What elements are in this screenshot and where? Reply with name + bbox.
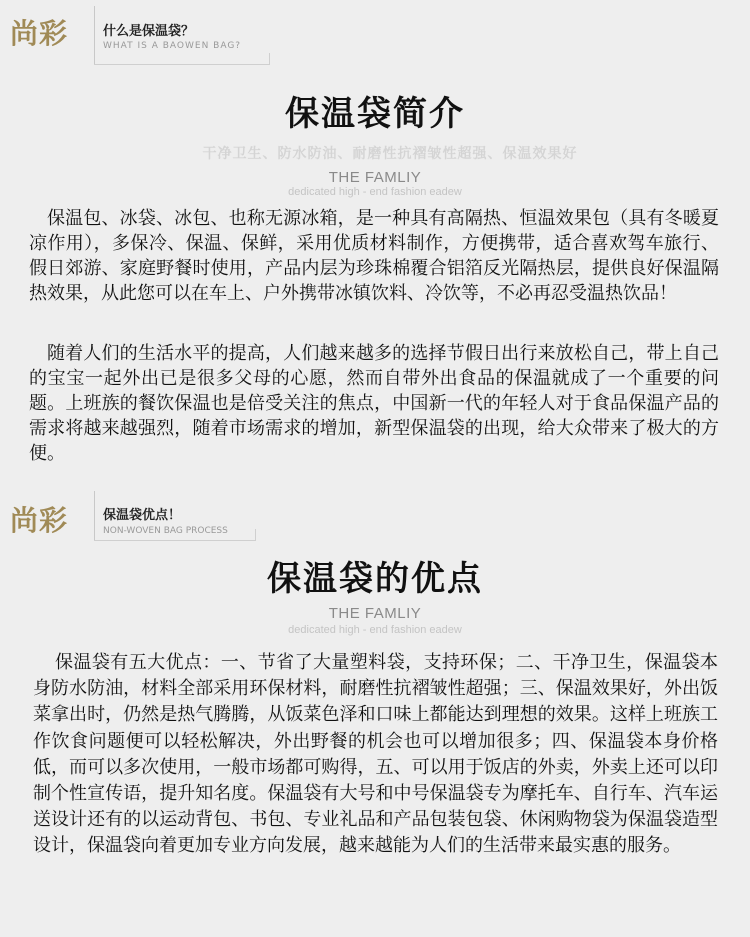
section-tagline: 干净卫生、防水防油、耐磨性抗褶皱性超强、保温效果好	[202, 146, 578, 162]
famliy-text: THE FAMLIY	[328, 605, 422, 622]
intro-paragraph: 保温包、冰袋、冰包、也称无源冰箱，是一种具有高隔热、恒温效果包（具有冬暖夏凉作用），多保冷、保温、保鲜，采用优质材料制作，方便携带，适合喜欢驾车旅行、假日郊游、家庭野餐时使用，产品内层为珍珠棉覆合铝箔反光隔热层，提供良好保温隔热效果，从此您可以在车上、户外携带冰镇饮料、冷饮等，不必再忍受温热饮品！	[29, 208, 719, 304]
advantages-paragraph: 保温袋有五大优点：一、节省了大量塑料袋，支持环保；二、干净卫生，保温袋本身防水防油，材料全部采用环保材料，耐磨性抗褶皱性超强；三、保温效果好，外出饭菜拿出时，仍然是热气腾腾，从饭菜色泽和口味上都能达到理想的效果。这样上班族工作饮食问题便可以轻松解决，外出野餐的机会也可以增加很多；四、保温袋本身价格低，而可以多次使用，一般市场都可购得，五、可以用于饭店的外卖，外卖上还可以印制个性宣传语，提升知名度。保温袋有大号和中号保温袋专为摩托车、自行车、汽车运送设计还有的以运动背包、书包、专业礼品和产品包装包袋、休闲购物袋为保温袋造型设计，保温袋向着更加专业方向发展，越来越能为人们的生活带来最实惠的服务。	[33, 652, 718, 857]
header-underline-tick	[255, 529, 256, 541]
section-header-title: 保温袋优点！	[103, 508, 182, 523]
section-header-subtitle: NON-WOVEN BAG PROCESS	[103, 526, 228, 536]
section-title: 保温袋简介	[285, 94, 465, 134]
intro-paragraph: 随着人们的生活水平的提高，人们越来越多的选择节假日出行来放松自己，带上自己的宝宝一起外出已是很多父母的心愿，然而自带外出食品的保温就成了一个重要的问题。上班族的餐饮保温也是倍受关注的焦点，中国新一代的年轻人对于食品保温产品的需求将越来越强烈，随着市场需求的增加，新型保温袋的出现，给大众带来了极大的方便。	[29, 343, 719, 464]
section-header	[0, 0, 750, 54]
dedicated-text: dedicated high - end fashion eadew	[288, 186, 462, 198]
header-underline-tick	[269, 53, 270, 65]
section-title: 保温袋的优点	[267, 559, 483, 599]
header-divider	[94, 491, 95, 541]
section-header-title: 什么是保温袋？	[103, 24, 195, 39]
section-header-subtitle: WHAT IS A BAOWEN BAG?	[103, 41, 242, 51]
dedicated-text: dedicated high - end fashion eadew	[288, 624, 462, 636]
header-underline	[94, 64, 270, 65]
famliy-text: THE FAMLIY	[328, 169, 422, 186]
brand-logo: 尚彩	[10, 504, 69, 537]
section-header	[0, 487, 750, 541]
header-underline	[94, 540, 256, 541]
header-divider	[94, 6, 95, 64]
brand-logo: 尚彩	[10, 17, 69, 50]
